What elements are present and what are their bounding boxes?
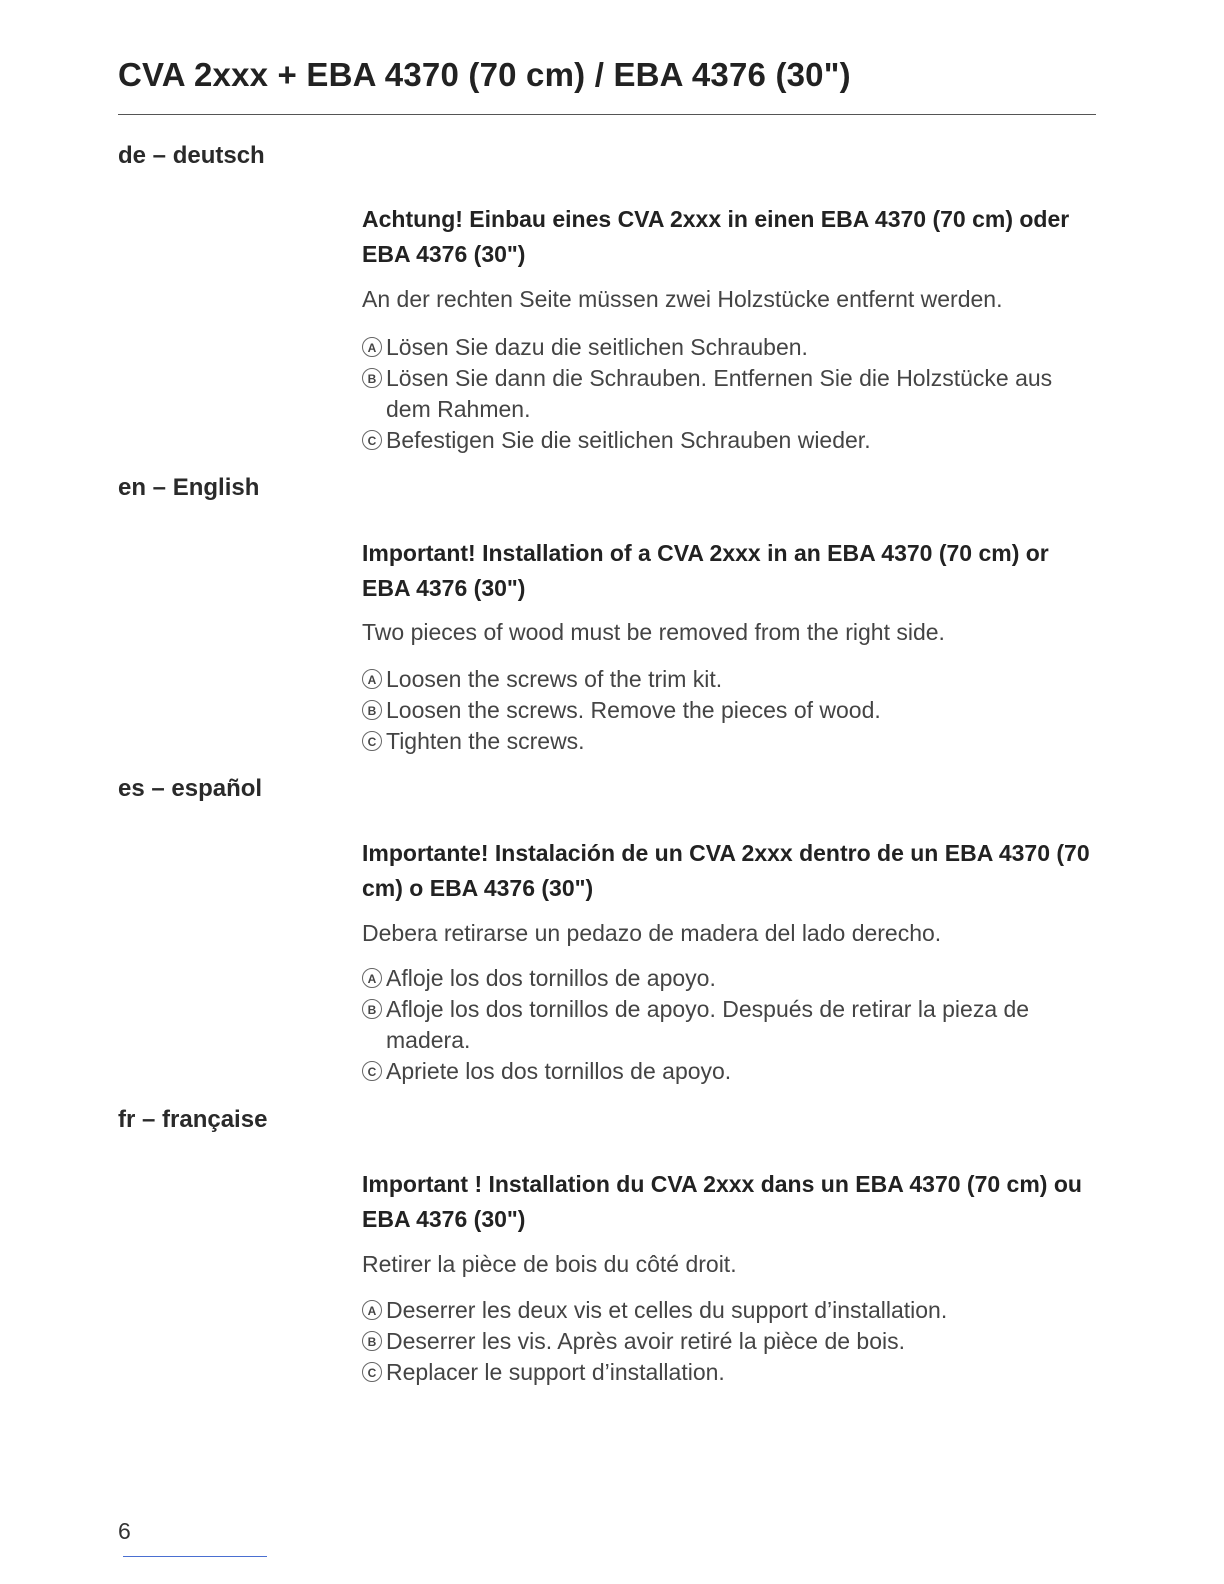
section-heading-en: Important! Installation of a CVA 2xxx in an EBA 4370 (70 cm) or EBA 4376 (30") <box>362 540 1049 601</box>
step-text: Lösen Sie dazu die seitlichen Schrauben. <box>386 334 808 360</box>
section-intro-fr: Retirer la pièce de bois du côté droit. <box>362 1251 737 1277</box>
step-item <box>362 726 1082 757</box>
step-text: Apriete los dos tornillos de apoyo. <box>386 1058 732 1084</box>
step-marker-a-icon: A <box>362 1300 382 1320</box>
step-marker-b-icon: B <box>362 700 382 720</box>
step-item <box>362 1357 1082 1388</box>
step-text: Afloje los dos tornillos de apoyo. Después de retirar la pieza de madera. <box>386 996 1030 1053</box>
page-title: CVA 2xxx + EBA 4370 (70 cm) / EBA 4376 (30") <box>118 56 851 93</box>
step-marker-c-icon: C <box>362 731 382 751</box>
step-text: Deserrer les vis. Après avoir retiré la pièce de bois. <box>386 1328 905 1354</box>
steps-list-en <box>362 664 1082 757</box>
steps-list-fr <box>362 1295 1082 1388</box>
step-marker-a-icon: A <box>362 337 382 357</box>
step-item <box>362 664 1082 695</box>
step-marker-c-icon: C <box>362 430 382 450</box>
steps-list-de <box>362 332 1082 456</box>
step-marker-b-icon: B <box>362 999 382 1019</box>
section-heading-fr: Important ! Installation du CVA 2xxx dans un EBA 4370 (70 cm) ou EBA 4376 (30") <box>362 1171 1082 1232</box>
step-text: Loosen the screws. Remove the pieces of wood. <box>386 697 881 723</box>
section-heading-es: Importante! Instalación de un CVA 2xxx dentro de un EBA 4370 (70 cm) o EBA 4376 (30") <box>362 840 1090 901</box>
step-marker-c-icon: C <box>362 1061 382 1081</box>
section-intro-es: Debera retirarse un pedazo de madera del lado derecho. <box>362 920 942 946</box>
step-item <box>362 1056 1082 1087</box>
step-marker-a-icon: A <box>362 669 382 689</box>
step-marker-c-icon: C <box>362 1362 382 1382</box>
step-item <box>362 994 1082 1056</box>
step-text: Tighten the screws. <box>386 728 585 754</box>
step-item <box>362 1295 1082 1326</box>
step-text: Loosen the screws of the trim kit. <box>386 666 723 692</box>
step-text: Lösen Sie dann die Schrauben. Entfernen Sie die Holzstücke aus dem Rahmen. <box>386 365 1053 422</box>
section-intro-en: Two pieces of wood must be removed from the right side. <box>362 619 945 645</box>
footer-divider <box>123 1556 267 1557</box>
lang-label-de: de – deutsch <box>118 142 265 169</box>
step-text: Replacer le support d’installation. <box>386 1359 725 1385</box>
lang-label-en: en – English <box>118 474 260 501</box>
step-item <box>362 363 1082 425</box>
step-item <box>362 1326 1082 1357</box>
step-item <box>362 695 1082 726</box>
page-number: 6 <box>118 1518 131 1544</box>
steps-list-es <box>362 963 1082 1087</box>
step-text: Befestigen Sie die seitlichen Schrauben wieder. <box>386 427 871 453</box>
section-intro-de: An der rechten Seite müssen zwei Holzstücke entfernt werden. <box>362 286 1003 312</box>
lang-label-fr: fr – française <box>118 1106 268 1133</box>
title-divider <box>118 114 1096 115</box>
step-item <box>362 332 1082 363</box>
step-marker-b-icon: B <box>362 368 382 388</box>
lang-label-es: es – español <box>118 775 263 802</box>
section-heading-de: Achtung! Einbau eines CVA 2xxx in einen EBA 4370 (70 cm) oder EBA 4376 (30") <box>362 206 1070 267</box>
step-marker-a-icon: A <box>362 968 382 988</box>
step-item <box>362 425 1082 456</box>
step-text: Deserrer les deux vis et celles du support d’installation. <box>386 1297 948 1323</box>
step-item <box>362 963 1082 994</box>
step-text: Afloje los dos tornillos de apoyo. <box>386 965 716 991</box>
step-marker-b-icon: B <box>362 1331 382 1351</box>
